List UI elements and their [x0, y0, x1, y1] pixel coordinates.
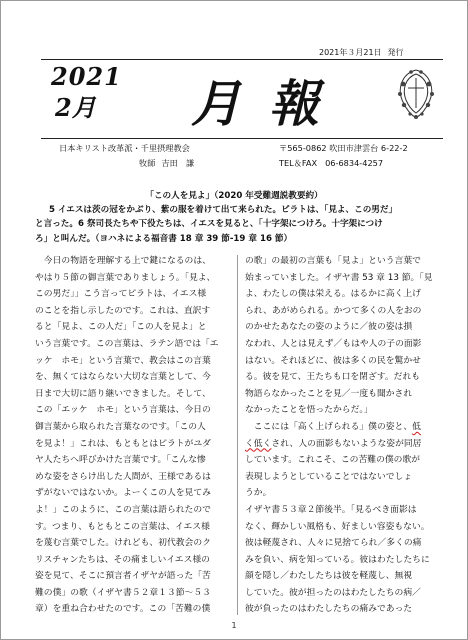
body-line: なかったことを悟ったからだ。」 [245, 405, 373, 416]
body-line: この男だ」」こう言ってピラトは、イエス様 [35, 289, 207, 300]
body-line: 物語らなかったことを見／一度も聞かされ [245, 388, 413, 399]
scripture-line: と言った。6 祭司長たちや下役たちは、イエスを見ると、「十字架につけろ。十字架につけ [35, 219, 383, 230]
body-line: やはり５節の御言葉でありましょう。「見よ、 [35, 272, 216, 283]
church-info [59, 143, 194, 169]
issue-date: 2021年３月21日 発行 [319, 48, 404, 57]
body-line: よ！」このように、この言葉は語られたので [35, 504, 211, 515]
wavy-underlined-text: く低く [245, 438, 272, 449]
body-line: 難の僕」の歌（イザヤ書５２章１３節～５３ [35, 587, 211, 598]
masthead-title: 月報 [191, 74, 347, 133]
body-line: のかせたあなたの姿のように／彼の姿は損 [245, 322, 413, 333]
body-line: ッケ ホモ」という言葉で、教会はこの言葉 [35, 355, 211, 366]
body-line: の歌」の最初の言葉も「見よ」という言葉で [245, 256, 421, 266]
body-line: のことを指し示したのです。これは、直訳す [35, 305, 211, 316]
body-line: よ、わたしの僕は栄える。はるかに高く上げ [245, 289, 421, 300]
body-line: みを負い、病を知っている。彼はわたしたちに [245, 554, 430, 565]
body-line: していた。彼が担ったのはわたしたちの病／ [245, 587, 421, 598]
body-line: しています。これこそ、この苦難の僕の歌が [245, 455, 421, 466]
body-line: なわれ、人とは見えず／もはや人の子の面影 [245, 338, 422, 349]
body-line: 御言葉から取られた言葉なのです。「この人 [35, 421, 206, 432]
scripture-line: 5 イエスは茨の冠をかぶり、紫の服を着けて出て来られた。ピラトは、「見よ、この男だ」 [49, 205, 398, 215]
body-line: を見よ！」これは、もともとはピラトがユダ [35, 438, 211, 449]
body-line: 顔を隠し／わたしたちは彼を軽蔑し、無視 [245, 571, 413, 582]
body-line: 始まっていました。イザヤ書 53 章 13 節。「見 [245, 272, 433, 283]
body-line: 姿を見て、そこに預言者イザヤが語った「苦 [35, 571, 211, 582]
body-line: ると「見よ、この人だ」「この人を見よ」と [35, 322, 207, 333]
body-line: はない。それほどに、彼は多くの民を驚かせ [245, 355, 421, 366]
body-line: 彼が負ったのはわたしたちの痛みであった [245, 604, 413, 615]
body-line: られ、あがめられる。かつて多くの人をおの [245, 305, 422, 316]
body-line: イザヤ書５３章２節後半。「見るべき面影は [245, 504, 417, 515]
masthead [41, 59, 443, 139]
masthead-month: 2月 [55, 93, 96, 122]
scripture-line: ろ」と叫んだ。（ヨハネによる福音書 18 章 39 節-19 章 16 節） [35, 233, 293, 244]
body-line: を、無くてはならない大切な言葉として、今 [35, 372, 211, 383]
church-address: 〒565-0862 吹田市津雲台 6-22-2 [279, 143, 408, 153]
church-name: 日本キリスト改革派・千里摂理教会 [59, 143, 190, 153]
body-line: 今日の物語を理解する上で鍵になるのは、 [35, 256, 211, 266]
body-line: 表現しようとしていることではないでしょ [245, 471, 413, 482]
body-line: を蔑む言葉でした。けれども、初代教会のク [35, 538, 211, 549]
body-line: 彼は軽蔑され、人々に見捨てられ／多くの痛 [245, 538, 422, 549]
scripture-passage [35, 203, 443, 246]
body-line: リスチャンたちは、その痛ましいイエス様の [35, 554, 210, 565]
body-line: なく、輝かしい風格も、好ましい容姿もない。 [245, 521, 430, 532]
body-line: めな姿をさらけ出した人間が、王様であるは [35, 471, 211, 482]
column-divider [237, 255, 238, 615]
cross-wreath-icon [391, 64, 441, 122]
body-line: 章）を重ね合わせたのです。この「苦難の僕 [35, 604, 211, 615]
body-line: ヤ人たちへ呼びかけた言葉です。「こんな惨 [35, 455, 206, 466]
body-line: ずがないではないか。よーくこの人を見てみ [35, 488, 211, 499]
sermon-heading: 「この人を見よ」（2020 年受難週説教要約） [145, 191, 323, 201]
body-line: 日まで大切に語り継いできました。そして、 [35, 388, 211, 399]
masthead-year: 2021 [51, 62, 122, 91]
body-line: く低くされ、人の面影もないような姿が同居 [245, 438, 422, 449]
wavy-underlined-text: 低 [412, 421, 421, 432]
body-line: いう言葉です。この言葉は、ラテン語では「エ [35, 338, 219, 349]
body-line: る。彼を見て、王たちも口を閉ざす。だれも [245, 372, 421, 383]
body-column-right [245, 253, 445, 618]
page-number: 1 [231, 621, 237, 630]
body-line: ここには「高く上げられる」僕の姿と、低 [245, 421, 421, 432]
body-column-left [35, 253, 235, 618]
body-line: この「エッケ ホモ」という言葉は、今日の [35, 405, 211, 416]
body-line: うか。 [245, 488, 272, 499]
pastor-line: 牧師 吉田 謙 [139, 158, 195, 168]
contact-info [279, 143, 408, 169]
phone-line: TEL＆FAX 06-6834-4257 [279, 158, 384, 168]
body-line: す。つまり、もともとこの言葉は、イエス様 [35, 521, 210, 532]
